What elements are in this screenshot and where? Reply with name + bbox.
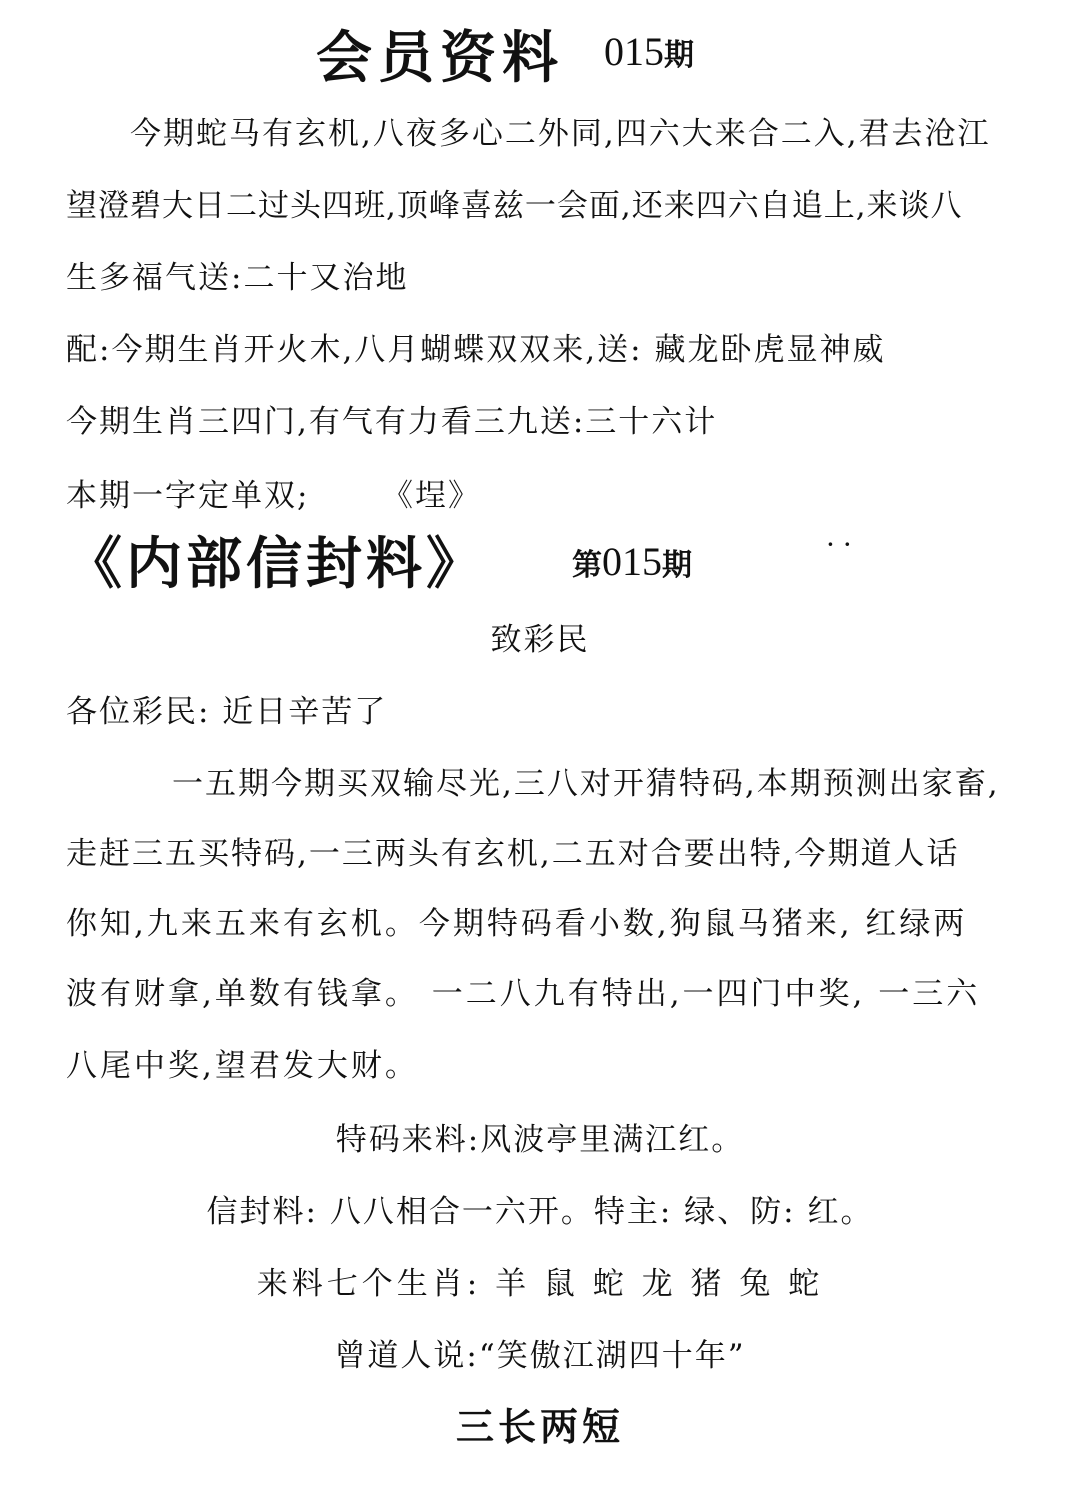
internal-envelope-title: 《内部信封料》 — [66, 531, 486, 597]
member-info-line-5: 今期生肖三四门,有气有力看三九送:三十六计 — [66, 404, 718, 440]
member-info-title: 会员资料 — [316, 25, 564, 91]
member-info-issue-suffix: 期 — [664, 39, 694, 72]
paragraph-line-2: 走赶三五买特码,一三两头有玄机,二五对合要出特,今期道人话 — [66, 836, 960, 872]
member-info-issue-number: 015 — [604, 29, 664, 74]
single-double-label: 本期一字定单双; — [66, 478, 310, 514]
final-phrase: 三长两短 — [455, 1404, 624, 1449]
member-info-line-1: 今期蛇马有玄机,八夜多心二外同,四六大来合二入,君去沧江 — [130, 116, 991, 152]
internal-envelope-issue-prefix: 第 — [572, 549, 602, 582]
paragraph-line-1: 一五期今期买双输尽光,三八对开猜特码,本期预测出家畜, — [172, 766, 1000, 802]
member-info-issue — [604, 28, 694, 75]
internal-envelope-issue-suffix: 期 — [662, 549, 692, 582]
zeng-daoren-says-line: 曾道人说:“笑傲江湖四十年” — [334, 1338, 746, 1374]
greeting-line: 各位彩民: 近日辛苦了 — [66, 694, 388, 730]
decorative-dots: ·· — [826, 528, 860, 561]
paragraph-line-5: 八尾中奖,望君发大财。 — [66, 1048, 419, 1084]
paragraph-line-4: 波有财拿,单数有钱拿。 一二八九有特出,一四门中奖, 一三六 — [66, 976, 981, 1012]
member-info-line-4: 配:今期生肖开火木,八月蝴蝶双双来,送: 藏龙卧虎显神威 — [66, 332, 886, 368]
member-info-line-2: 望澄碧大日二过头四班,顶峰喜兹一会面,还来四六自追上,来谈八 — [66, 188, 963, 224]
internal-envelope-issue-number: 015 — [602, 539, 662, 584]
to-lottery-players-heading: 致彩民 — [490, 622, 590, 658]
envelope-material-line: 信封料: 八八相合一六开。特主: 绿、防: 红。 — [206, 1194, 874, 1230]
special-code-line: 特码来料:风波亭里满江红。 — [335, 1122, 745, 1158]
internal-envelope-issue — [572, 538, 692, 585]
paragraph-line-3: 你知,九来五来有玄机。今期特码看小数,狗鼠马猪来, 红绿两 — [66, 906, 968, 942]
single-double-value: 《埕》 — [382, 478, 481, 514]
seven-zodiac-line: 来料七个生肖: 羊 鼠 蛇 龙 猪 兔 蛇 — [256, 1266, 824, 1302]
member-info-line-3: 生多福气送:二十又治地 — [66, 260, 409, 296]
